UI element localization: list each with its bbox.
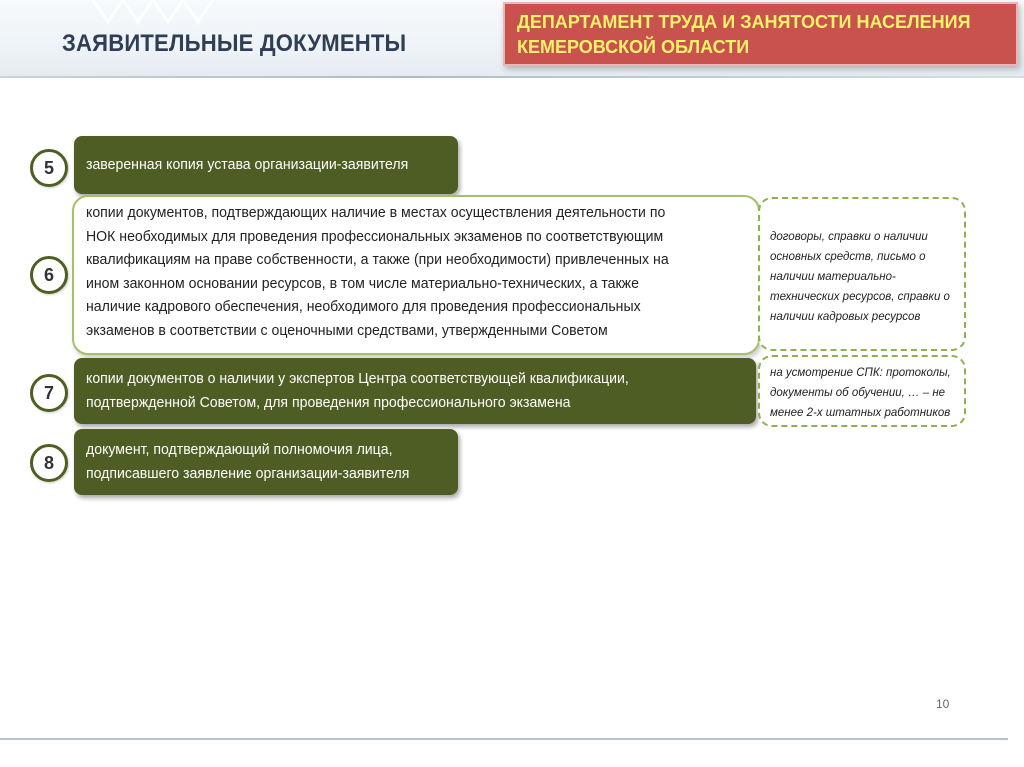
document-text-line: наличие кадрового обеспечения, необходимого для проведения профессиональных [86,298,641,315]
document-text: заверенная копия устава организации-заявителя [86,156,409,173]
document-text-line: квалификациям на праве собственности, а также (при необходимости) привлеченных на [86,251,669,268]
header-divider [0,76,1024,78]
item-number-8: 8 [30,444,68,482]
note-box-6 [758,197,966,351]
note-box-7 [758,355,966,427]
document-text-line: копии документов, подтверждающих наличие в местах осуществления деятельности по [86,204,666,221]
document-text-line: экзаменов в соответствии с оценочными средствами, утвержденными Советом [86,321,608,339]
document-box-7 [74,358,756,424]
item-number-6: 6 [30,256,68,294]
note-line: наличии материально- [770,271,896,283]
page-title: ЗАЯВИТЕЛЬНЫЕ ДОКУМЕНТЫ [62,30,407,57]
note-line: менее 2-х штатных работников [770,407,951,419]
note-line: договоры, справки о наличии [770,231,928,243]
department-banner [503,2,1018,66]
note-line: наличии кадровых ресурсов [770,311,921,323]
header-decoration [88,0,228,30]
document-box-6 [72,195,760,355]
note-line: основных средств, письмо о [770,251,926,263]
document-text-line: копии документов о наличии у экспертов Центра соответствующей квалификации, [86,370,629,387]
footer-divider [0,738,1008,740]
document-text-line: подписавшего заявление организации-заявителя [86,465,410,482]
document-text-line: НОК необходимых для проведения профессиональных экзаменов по соответствующим [86,227,664,245]
department-line-2: КЕМЕРОВСКОЙ ОБЛАСТИ [517,37,750,57]
note-line: технических ресурсов, справки о [770,291,950,303]
item-number-5: 5 [30,149,68,187]
note-line: документы об обучении, … – не [770,387,946,399]
document-text-line: ином законном основании ресурсов, в том числе материально-технических, а также [86,274,639,292]
document-box-5 [74,136,458,194]
document-text-line: документ, подтверждающий полномочия лица, [86,441,393,458]
note-line: на усмотрение СПК: протоколы, [770,367,951,379]
document-text-line: подтвержденной Советом, для проведения профессионального экзамена [86,394,571,411]
item-number-7: 7 [30,374,68,412]
department-line-1: ДЕПАРТАМЕНТ ТРУДА И ЗАНЯТОСТИ НАСЕЛЕНИЯ [517,12,971,32]
document-box-8 [74,429,458,495]
page-number: 10 [936,697,950,711]
